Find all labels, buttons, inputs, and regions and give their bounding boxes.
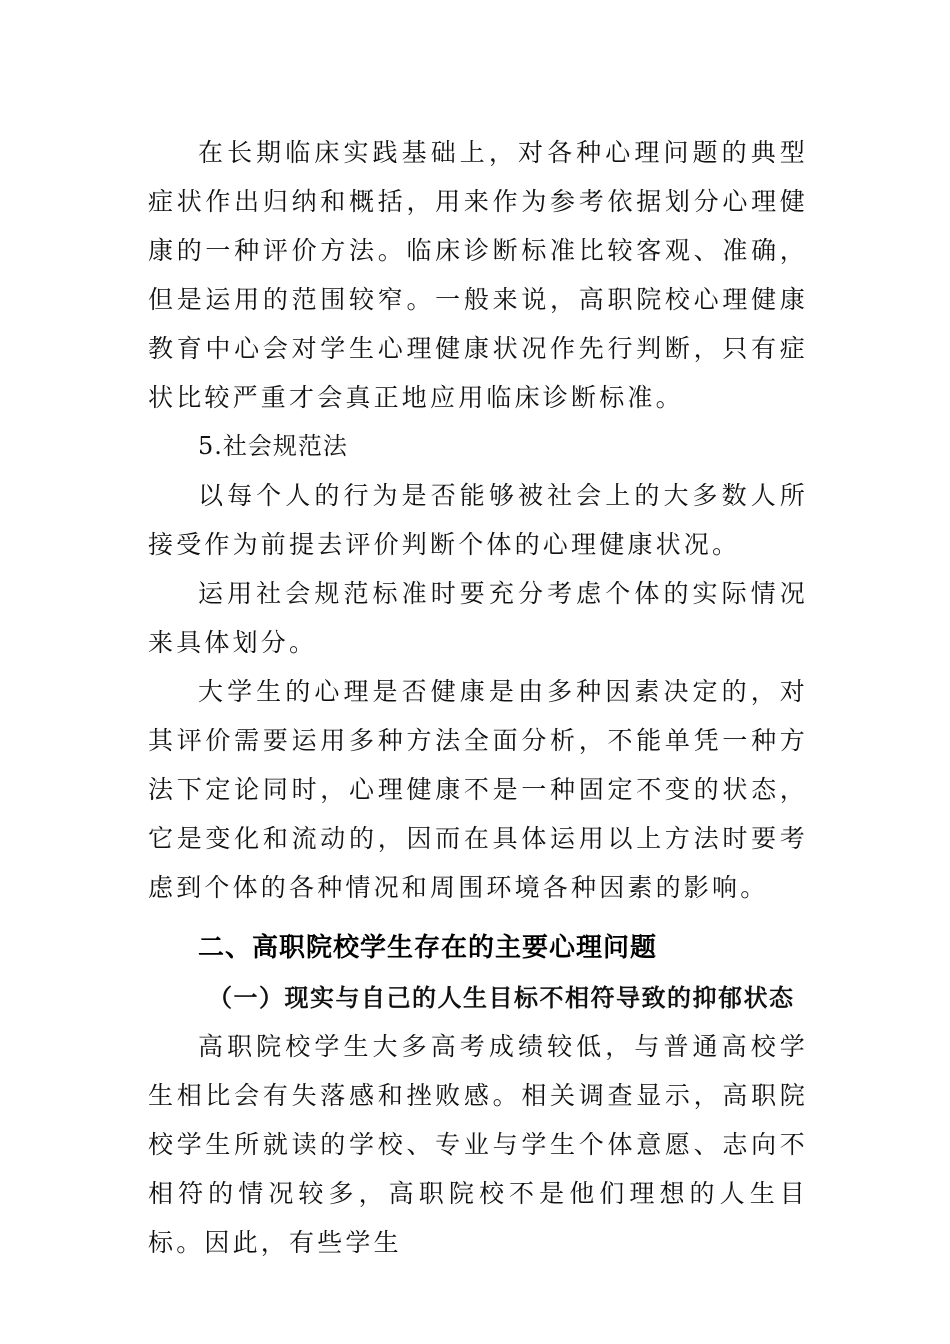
subsection-heading-depression: （一）现实与自己的人生目标不相符导致的抑郁状态 — [208, 983, 795, 1012]
paragraph-social-norm-definition: 以每个人的行为是否能够被社会上的大多数人所接受作为前提去评价判断个体的心理健康状况。 — [148, 481, 808, 559]
subheading-social-norm-method: 5.社会规范法 — [198, 432, 348, 460]
paragraph-evaluation-summary: 大学生的心理是否健康是由多种因素决定的，对其评价需要运用多种方法全面分析，不能单凭一种方法下定论同时，心理健康不是一种固定不变的状态，它是变化和流动的，因而在具体运用以上方法时要考虑到个体的各种情况和周围环境各种因素的影响。 — [148, 677, 808, 902]
paragraph-clinical-diagnosis: 在长期临床实践基础上，对各种心理问题的典型症状作出归纳和概括，用来作为参考依据划分心理健康的一种评价方法。临床诊断标准比较客观、准确，但是运用的范围较窄。一般来说，高职院校心理健康教育中心会对学生心理健康状况作先行判断，只有症状比较严重才会真正地应用临床诊断标准。 — [148, 138, 808, 412]
section-heading-main-problems: 二、高职院校学生存在的主要心理问题 — [198, 933, 658, 963]
document-page — [148, 128, 808, 1267]
paragraph-depression-description: 高职院校学生大多高考成绩较低，与普通高校学生相比会有失落感和挫败感。相关调查显示，高职院校学生所就读的学校、专业与学生个体意愿、志向不相符的情况较多，高职院校不是他们理想的人生目标。因此，有些学生 — [148, 1032, 808, 1257]
paragraph-social-norm-usage: 运用社会规范标准时要充分考虑个体的实际情况来具体划分。 — [148, 579, 808, 657]
